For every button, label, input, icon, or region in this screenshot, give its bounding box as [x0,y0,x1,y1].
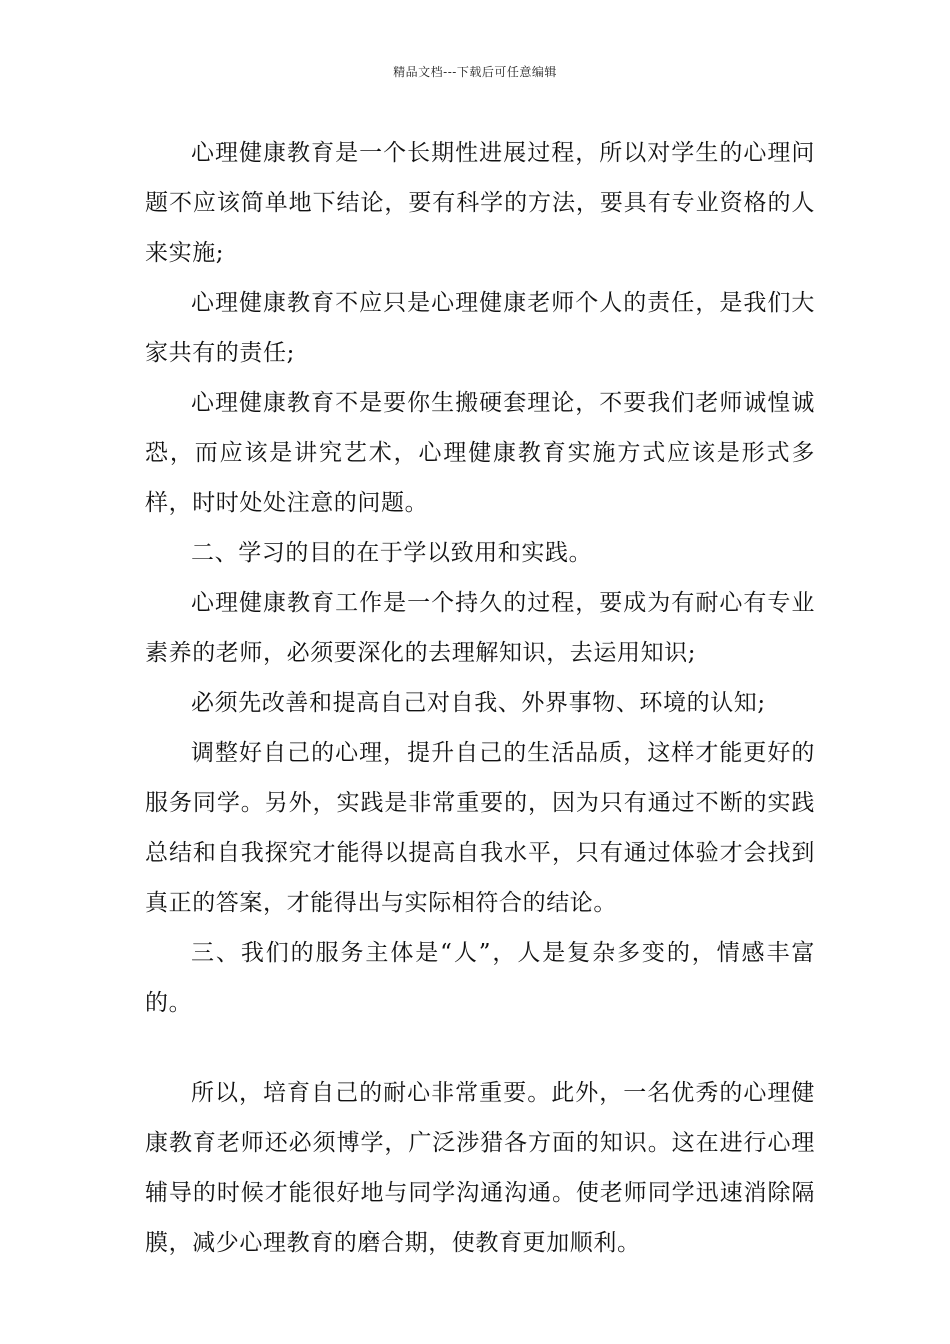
paragraph-7: 所以，培育自己的耐心非常重要。此外，一名优秀的心理健康教育老师还必须博学，广泛涉猎各方面的知识。这在进行心理辅导的时候才能很好地与同学沟通沟通。使老师同学迅速消除隔膜，减少心理教育的磨合期，使教育更加顺利。 [145,1080,815,1256]
paragraph-5: 必须先改善和提高自己对自我、外界事物、环境的认知; [191,690,766,716]
section-heading-2: 二、学习的目的在于学以致用和实践。 [191,540,593,566]
document-body [145,128,815,1268]
page-header: 精品文档---下载后可任意编辑 [393,65,557,79]
paragraph-6: 调整好自己的心理，提升自己的生活品质，这样才能更好的服务同学。另外，实践是非常重要的，因为只有通过不断的实践总结和自我探究才能得以提高自我水平，只有通过体验才会找到真正的答案，才能得出与实际相符合的结论。 [145,740,815,916]
paragraph-4: 心理健康教育工作是一个持久的过程，要成为有耐心有专业素养的老师，必须要深化的去理解知识，去运用知识; [145,590,815,666]
paragraph-3: 心理健康教育不是要你生搬硬套理论，不要我们老师诚惶诚恐，而应该是讲究艺术，心理健康教育实施方式应该是形式多样，时时处处注意的问题。 [145,390,815,516]
section-heading-3: 三、我们的服务主体是“人”，人是复杂多变的，情感丰富的。 [145,940,815,1016]
paragraph-2: 心理健康教育不应只是心理健康老师个人的责任，是我们大家共有的责任; [145,290,815,366]
paragraph-1: 心理健康教育是一个长期性进展过程，所以对学生的心理问题不应该简单地下结论，要有科学的方法，要具有专业资格的人来实施; [145,140,815,266]
